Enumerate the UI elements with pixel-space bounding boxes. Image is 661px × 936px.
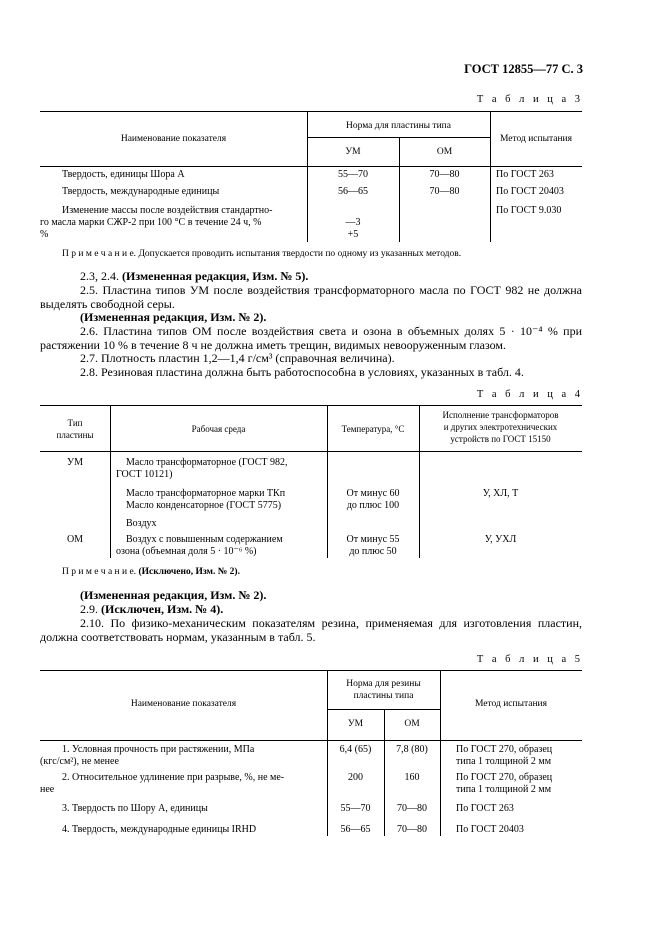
- table5-row2-l2: нее: [40, 784, 55, 795]
- table3-row1-name: Твердость, единицы Шора А: [62, 169, 185, 180]
- table3-body-vline-3: [490, 166, 491, 242]
- table3-row3-name-l2: го масла марки СЖР-2 при 100 °С в течение 24 ч, %: [40, 217, 262, 228]
- table5-row3: 3. Твердость по Шору А, единицы: [62, 803, 208, 814]
- table5-row3-method: По ГОСТ 263: [456, 803, 514, 814]
- table5-col-norm-l2: пластины типа: [353, 691, 414, 701]
- table4-env2-l2: Масло конденсаторное (ГОСТ 5775): [126, 500, 282, 511]
- table3-sub-um: УМ: [345, 147, 361, 157]
- table4-head-rule: [40, 451, 582, 452]
- table3-col-name: Наименование показателя: [120, 134, 227, 144]
- table5-top-rule: [40, 670, 582, 671]
- table4-note: [62, 567, 240, 577]
- table4-temp2-l2: до плюс 100: [346, 500, 400, 511]
- table4-top-rule: [40, 405, 582, 406]
- table5-sub-om: ОМ: [404, 719, 420, 729]
- para-2-5-change: [40, 311, 582, 325]
- table3-row2-um: 56—65: [338, 186, 368, 197]
- table5-row1-method-l1: По ГОСТ 270, образец: [456, 744, 553, 755]
- table4-exec4: У, УХЛ: [484, 534, 517, 545]
- table3-row3-name-l3: %: [40, 229, 49, 240]
- table3-note-label: П р и м е ч а н и е.: [62, 249, 137, 259]
- table4-temp4-l1: От минус 55: [346, 534, 400, 545]
- table5-col-method: Метод испытания: [474, 699, 548, 709]
- para-2-7: 2.7. Плотность пластин 1,2—1,4 г/см³ (справочная величина).: [80, 351, 395, 365]
- para-2-8: 2.8. Резиновая пластина должна быть работоспособна в условиях, указанных в табл. 4.: [80, 365, 524, 379]
- table5-row1-um: 6,4 (65): [339, 744, 372, 755]
- table3-note: [62, 249, 461, 259]
- table3-head-rule: [40, 166, 582, 167]
- para-2-5: 2.5. Пластина типов УМ после воздействия трансформаторного масла по ГОСТ 982 не должна выделять свободной серы.: [40, 283, 582, 311]
- table4-col-exec-l1: Исполнение трансформаторов: [442, 410, 559, 420]
- table4-col-type-l1: Тип: [67, 418, 83, 428]
- table4-col-env: Рабочая среда: [191, 424, 246, 434]
- para-2-3-bold: (Измененная редакция, Изм. № 5).: [122, 269, 309, 283]
- table5-row2-l1: 2. Относительное удлинение при разрыве, %, не ме-: [62, 772, 285, 783]
- para-2-9-num: 2.9.: [80, 602, 98, 616]
- table4-env1-l1: Масло трансформаторное (ГОСТ 982,: [126, 457, 288, 468]
- table3-row1-method: По ГОСТ 263: [496, 169, 554, 180]
- table5-row3-om: 70—80: [397, 803, 427, 814]
- table3-row1-um: 55—70: [338, 169, 368, 180]
- table5-row4-method: По ГОСТ 20403: [456, 824, 524, 835]
- para-2-9-bold: (Исключен, Изм. № 4).: [101, 602, 224, 616]
- para-2-3: [40, 270, 582, 284]
- table3-row1-om: 70—80: [429, 169, 460, 180]
- table3-note-text: Допускается проводить испытания твердости по одному из указанных методов.: [136, 249, 462, 259]
- table3-row3-um-l2: +5: [347, 229, 359, 240]
- table5-row2-om: 160: [404, 772, 420, 783]
- para-changed-bold: (Измененная редакция, Изм. № 2).: [80, 588, 267, 602]
- para-2-3-num: 2.3, 2.4.: [80, 269, 119, 283]
- para-2-9: [40, 603, 582, 617]
- table4-col-exec-l2: и других электротехнических: [443, 422, 558, 432]
- table3-col-norm: Норма для пластины типа: [346, 121, 451, 131]
- para-2-10: 2.10. По физико-механическим показателям резина, применяемая для изготовления пластин, должна соответствовать нормам, указанным в табл. 5.: [40, 616, 582, 644]
- table5-row3-um: 55—70: [340, 803, 371, 814]
- table3-row3-um-l1: —3: [345, 217, 361, 228]
- table5-head-rule: [40, 740, 582, 741]
- page-header: ГОСТ 12855—77 С. 3: [464, 62, 583, 76]
- table3-row3-name-l1: Изменение массы после воздействия стандартно-: [62, 205, 273, 216]
- table5-row4-om: 70—80: [397, 824, 427, 835]
- table4-temp4-l2: до плюс 50: [349, 546, 397, 557]
- table3-row2-om: 70—80: [429, 186, 460, 197]
- table5-col-norm-l1: Норма для резины: [346, 679, 421, 689]
- table4-env3: Воздух: [126, 518, 157, 529]
- table3-row2-method: По ГОСТ 20403: [496, 186, 564, 197]
- table5-body-vline-3: [440, 740, 441, 836]
- table5-row4: 4. Твердость, международные единицы IRHD: [62, 824, 257, 835]
- table5-sub-um: УМ: [347, 719, 364, 729]
- table5-row2-um: 200: [348, 772, 363, 783]
- table4-env2-l1: Масло трансформаторное марки ТКп: [126, 488, 286, 499]
- table4-note-label: П р и м е ч а н и е.: [62, 567, 137, 577]
- table4-env4-l1: Воздух с повышенным содержанием: [126, 534, 283, 545]
- table4-type-um: УМ: [67, 457, 83, 468]
- table3-sub-om: ОМ: [436, 147, 453, 157]
- table4-env4-l2: озона (объемная доля 5 · 10⁻⁶ %): [116, 546, 257, 557]
- table5-row1-method-l2: типа 1 толщиной 2 мм: [456, 756, 552, 767]
- table4-col-type-l2: пластины: [56, 430, 94, 440]
- table4-caption: Т а б л и ц а 4: [476, 389, 583, 400]
- para-2-6: 2.6. Пластина типов ОМ после воздействия света и озона в объемных долях 5 · 10⁻⁴ % при растяжении 10 % в течение 8 ч не должна иметь трещин, видимых невооруженным глазом.: [40, 324, 582, 352]
- table5-row2-method-l1: По ГОСТ 270, образец: [456, 772, 553, 783]
- table4-env1-l2: ГОСТ 10121): [116, 469, 173, 480]
- table3-vline-1: [307, 111, 308, 166]
- table5-row1-om: 7,8 (80): [396, 744, 428, 755]
- table4-exec2: У, ХЛ, Т: [482, 488, 519, 499]
- table3-row3-method: По ГОСТ 9.030: [496, 205, 562, 216]
- para-2-5-bold: (Измененная редакция, Изм. № 2).: [80, 310, 267, 324]
- table4-col-temp: Температура, °С: [341, 424, 405, 434]
- para-changed: [40, 589, 582, 603]
- table4-type-om: ОМ: [66, 534, 84, 545]
- table5-row1-l2: (кгс/см²), не менее: [40, 756, 119, 767]
- table4-temp2-l1: От минус 60: [346, 488, 400, 499]
- table5-row2-method-l2: типа 1 толщиной 2 мм: [456, 784, 552, 795]
- table5-col-name: Наименование показателя: [130, 699, 237, 709]
- table5-row4-um: 56—65: [340, 824, 371, 835]
- table3-top-rule: [40, 111, 582, 112]
- table3-row2-name: Твердость, международные единицы: [62, 186, 220, 197]
- table5-caption: Т а б л и ц а 5: [476, 654, 583, 665]
- table4-note-bold: (Исключено, Изм. № 2).: [136, 567, 240, 577]
- table4-col-exec-l3: устройств по ГОСТ 15150: [450, 434, 551, 444]
- table3-col-method: Метод испытания: [499, 134, 573, 144]
- table3-caption: Т а б л и ц а 3: [476, 94, 583, 105]
- table5-row1-l1: 1. Условная прочность при растяжении, МПа: [62, 744, 255, 755]
